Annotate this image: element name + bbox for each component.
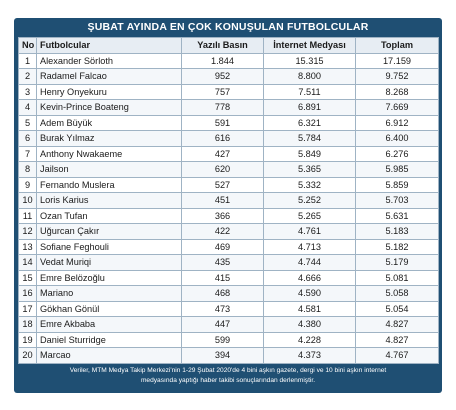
rank-cell: 7 — [19, 146, 37, 162]
players-table — [18, 37, 439, 364]
internet-media-cell: 4.761 — [264, 224, 356, 240]
rank-cell: 11 — [19, 208, 37, 224]
rank-cell: 2 — [19, 69, 37, 85]
table-row — [19, 224, 439, 240]
player-name-cell: Anthony Nwakaeme — [37, 146, 182, 162]
print-press-cell: 1.844 — [182, 53, 264, 69]
internet-media-cell: 5.252 — [264, 193, 356, 209]
internet-media-cell: 4.666 — [264, 270, 356, 286]
print-press-cell: 451 — [182, 193, 264, 209]
total-cell: 4.767 — [356, 348, 439, 364]
rank-cell: 15 — [19, 270, 37, 286]
rank-cell: 14 — [19, 255, 37, 271]
rank-cell: 17 — [19, 301, 37, 317]
print-press-cell: 468 — [182, 286, 264, 302]
table-row — [19, 177, 439, 193]
rank-cell: 13 — [19, 239, 37, 255]
total-cell: 6.400 — [356, 131, 439, 147]
source-note — [14, 361, 442, 393]
total-cell: 5.183 — [356, 224, 439, 240]
rank-cell: 10 — [19, 193, 37, 209]
rank-cell: 3 — [19, 84, 37, 100]
player-name-cell: Jailson — [37, 162, 182, 178]
rank-cell: 6 — [19, 131, 37, 147]
print-press-cell: 435 — [182, 255, 264, 271]
table-row — [19, 301, 439, 317]
player-name-cell: Mariano — [37, 286, 182, 302]
total-cell: 8.268 — [356, 84, 439, 100]
total-cell: 4.827 — [356, 317, 439, 333]
total-cell: 5.859 — [356, 177, 439, 193]
player-name-cell: Alexander Sörloth — [37, 53, 182, 69]
player-name-cell: Sofiane Feghouli — [37, 239, 182, 255]
internet-media-cell: 7.511 — [264, 84, 356, 100]
table-row — [19, 53, 439, 69]
rank-cell: 16 — [19, 286, 37, 302]
table-row — [19, 286, 439, 302]
internet-media-cell: 5.784 — [264, 131, 356, 147]
player-name-cell: Henry Onyekuru — [37, 84, 182, 100]
total-cell: 17.159 — [356, 53, 439, 69]
table-row — [19, 270, 439, 286]
table-row — [19, 208, 439, 224]
total-cell: 9.752 — [356, 69, 439, 85]
total-cell: 5.179 — [356, 255, 439, 271]
rank-cell: 18 — [19, 317, 37, 333]
table-row — [19, 84, 439, 100]
player-name-cell: Burak Yılmaz — [37, 131, 182, 147]
table-row — [19, 115, 439, 131]
total-cell: 7.669 — [356, 100, 439, 116]
player-name-cell: Emre Belözoğlu — [37, 270, 182, 286]
player-name-cell: Emre Akbaba — [37, 317, 182, 333]
rank-cell: 8 — [19, 162, 37, 178]
table-row — [19, 193, 439, 209]
column-header-players: Futbolcular — [37, 38, 182, 54]
player-name-cell: Daniel Sturridge — [37, 332, 182, 348]
print-press-cell: 447 — [182, 317, 264, 333]
rank-cell: 19 — [19, 332, 37, 348]
total-cell: 5.182 — [356, 239, 439, 255]
player-name-cell: Loris Karius — [37, 193, 182, 209]
total-cell: 5.985 — [356, 162, 439, 178]
column-header-internet-media: İnternet Medyası — [264, 38, 356, 54]
column-header-total: Toplam — [356, 38, 439, 54]
print-press-cell: 469 — [182, 239, 264, 255]
table-row — [19, 255, 439, 271]
print-press-cell: 591 — [182, 115, 264, 131]
internet-media-cell: 4.228 — [264, 332, 356, 348]
total-cell: 5.631 — [356, 208, 439, 224]
source-note-line-2: medyasında yaptığı haber takibi sonuçlarından derlenmiştir. — [140, 377, 316, 384]
print-press-cell: 599 — [182, 332, 264, 348]
print-press-cell: 473 — [182, 301, 264, 317]
rank-cell: 4 — [19, 100, 37, 116]
internet-media-cell: 4.380 — [264, 317, 356, 333]
table-body — [19, 53, 439, 363]
print-press-cell: 757 — [182, 84, 264, 100]
table-row — [19, 146, 439, 162]
internet-media-cell: 5.849 — [264, 146, 356, 162]
player-name-cell: Uğurcan Çakır — [37, 224, 182, 240]
internet-media-cell: 4.581 — [264, 301, 356, 317]
internet-media-cell: 4.744 — [264, 255, 356, 271]
table-container — [18, 37, 438, 364]
total-cell: 5.081 — [356, 270, 439, 286]
rank-cell: 12 — [19, 224, 37, 240]
player-name-cell: Kevin-Prince Boateng — [37, 100, 182, 116]
print-press-cell: 616 — [182, 131, 264, 147]
player-name-cell: Ozan Tufan — [37, 208, 182, 224]
player-name-cell: Marcao — [37, 348, 182, 364]
table-row — [19, 69, 439, 85]
table-row — [19, 317, 439, 333]
total-cell: 5.054 — [356, 301, 439, 317]
total-cell: 5.703 — [356, 193, 439, 209]
table-row — [19, 239, 439, 255]
print-press-cell: 366 — [182, 208, 264, 224]
print-press-cell: 394 — [182, 348, 264, 364]
total-cell: 5.058 — [356, 286, 439, 302]
column-header-print-press: Yazılı Basın — [182, 38, 264, 54]
internet-media-cell: 15.315 — [264, 53, 356, 69]
infographic-title: ŞUBAT AYINDA EN ÇOK KONUŞULAN FUTBOLCULAR — [87, 21, 369, 33]
column-header-no: No — [19, 38, 37, 54]
print-press-cell: 415 — [182, 270, 264, 286]
total-cell: 6.276 — [356, 146, 439, 162]
internet-media-cell: 5.332 — [264, 177, 356, 193]
internet-media-cell: 4.373 — [264, 348, 356, 364]
table-row — [19, 100, 439, 116]
internet-media-cell: 4.713 — [264, 239, 356, 255]
print-press-cell: 427 — [182, 146, 264, 162]
internet-media-cell: 8.800 — [264, 69, 356, 85]
player-name-cell: Adem Büyük — [37, 115, 182, 131]
table-row — [19, 332, 439, 348]
internet-media-cell: 6.891 — [264, 100, 356, 116]
print-press-cell: 527 — [182, 177, 264, 193]
source-note-line-1: Veriler, MTM Medya Takip Merkezi'nin 1-29 Şubat 2020'de 4 bini aşkın gazete, dergi ve 10 bini aşkın internet — [69, 367, 387, 374]
infographic-card — [14, 18, 442, 393]
internet-media-cell: 5.365 — [264, 162, 356, 178]
rank-cell: 9 — [19, 177, 37, 193]
table-header-row — [19, 38, 439, 54]
table-row — [19, 131, 439, 147]
print-press-cell: 952 — [182, 69, 264, 85]
rank-cell: 5 — [19, 115, 37, 131]
print-press-cell: 422 — [182, 224, 264, 240]
internet-media-cell: 5.265 — [264, 208, 356, 224]
print-press-cell: 778 — [182, 100, 264, 116]
internet-media-cell: 6.321 — [264, 115, 356, 131]
total-cell: 6.912 — [356, 115, 439, 131]
rank-cell: 20 — [19, 348, 37, 364]
player-name-cell: Gökhan Gönül — [37, 301, 182, 317]
internet-media-cell: 4.590 — [264, 286, 356, 302]
table-row — [19, 162, 439, 178]
rank-cell: 1 — [19, 53, 37, 69]
player-name-cell: Fernando Muslera — [37, 177, 182, 193]
print-press-cell: 620 — [182, 162, 264, 178]
player-name-cell: Radamel Falcao — [37, 69, 182, 85]
total-cell: 4.827 — [356, 332, 439, 348]
player-name-cell: Vedat Muriqi — [37, 255, 182, 271]
